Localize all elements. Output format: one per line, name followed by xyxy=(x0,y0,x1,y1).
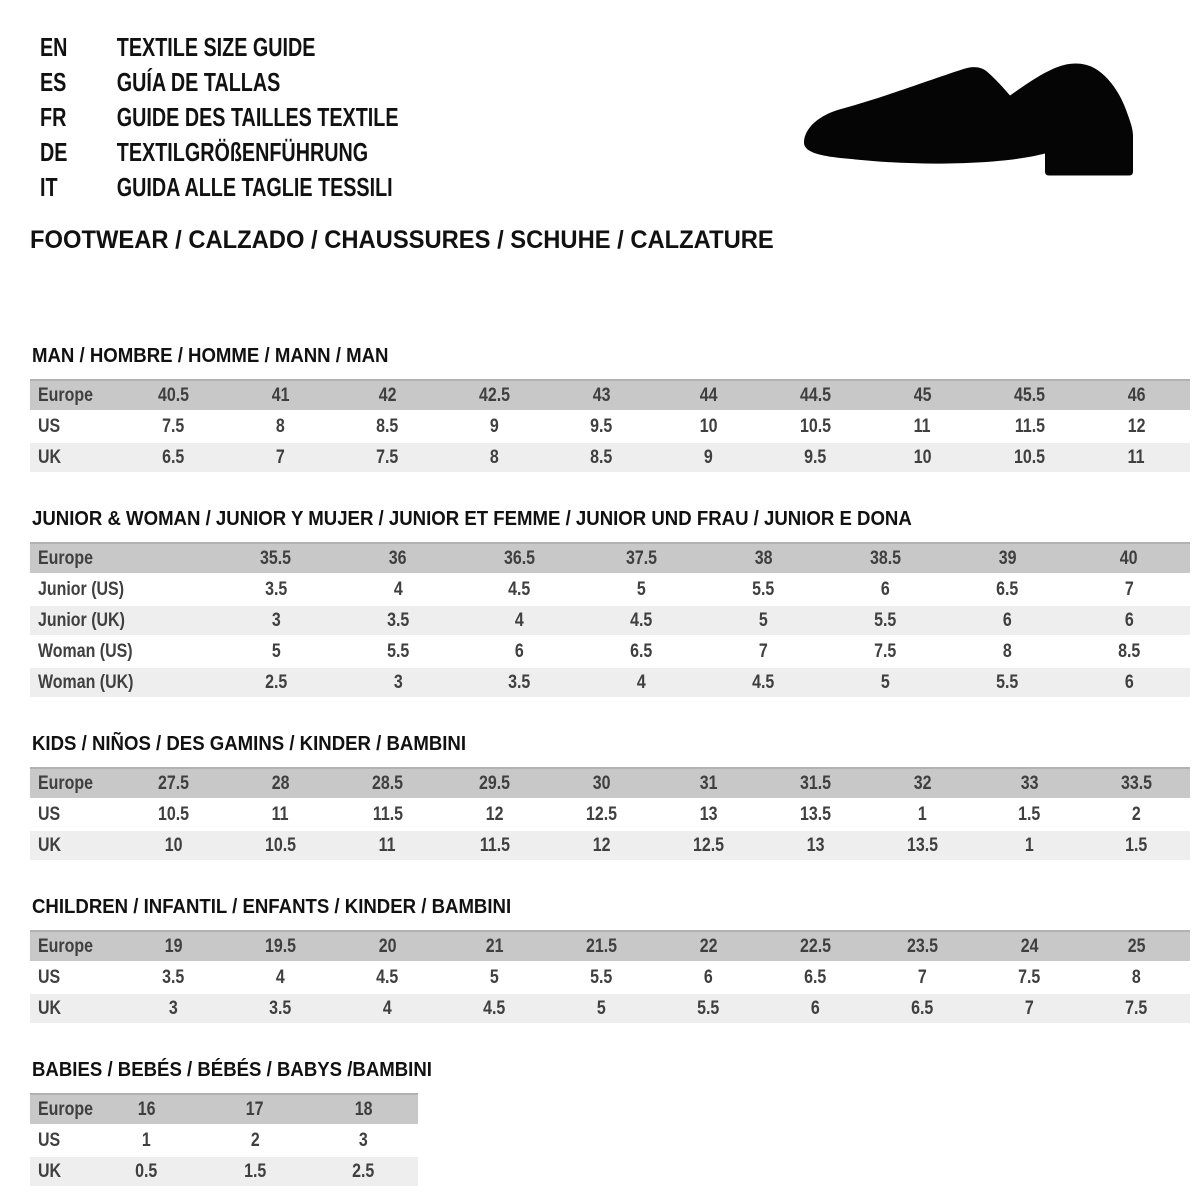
section-title: CHILDREN / INFANTIL / ENFANTS / KINDER / BAMBINI xyxy=(32,896,512,918)
guide-title-it: GUIDA ALLE TAGLIE TESSILI xyxy=(116,172,393,202)
table-row xyxy=(30,411,1190,442)
size-cell: 2 xyxy=(250,1129,260,1151)
table-row xyxy=(30,636,1190,667)
size-cell: 6 xyxy=(1124,609,1134,631)
size-cell: 12.5 xyxy=(692,834,725,856)
size-cell: 7 xyxy=(1124,578,1134,600)
size-cell: 7.5 xyxy=(874,640,897,662)
size-cell: 22 xyxy=(699,935,718,957)
language-title-block xyxy=(40,30,399,205)
table-row xyxy=(30,1125,418,1156)
size-cell: 10.5 xyxy=(157,803,190,825)
language-row xyxy=(40,30,399,65)
size-cell: 44.5 xyxy=(799,384,832,406)
size-cell: 4.5 xyxy=(630,609,653,631)
language-code: ES xyxy=(40,67,67,97)
size-cell: 40 xyxy=(1120,547,1138,569)
row-label: Europe xyxy=(38,1098,93,1120)
size-cell: 6.5 xyxy=(162,446,185,468)
size-cell: 6.5 xyxy=(630,640,653,662)
size-cell: 4.5 xyxy=(483,997,506,1019)
size-cell: 29.5 xyxy=(478,772,511,794)
size-cell: 6 xyxy=(1002,609,1012,631)
size-cell: 38.5 xyxy=(869,547,901,569)
row-label: Europe xyxy=(38,772,93,794)
size-section xyxy=(30,345,1190,474)
size-cell: 43 xyxy=(592,384,611,406)
size-cell: 8.5 xyxy=(590,446,613,468)
size-cell: 3.5 xyxy=(508,671,531,693)
language-row xyxy=(40,100,399,135)
size-cell: 19 xyxy=(164,935,183,957)
size-cell: 24 xyxy=(1020,935,1039,957)
section-title: KIDS / NIÑOS / DES GAMINS / KINDER / BAMBINI xyxy=(32,733,467,755)
size-cell: 4.5 xyxy=(752,671,775,693)
size-cell: 11 xyxy=(272,803,289,825)
size-cell: 41 xyxy=(271,384,290,406)
size-cell: 11.5 xyxy=(372,803,403,825)
size-cell: 6 xyxy=(1124,671,1134,693)
table-row xyxy=(30,993,1190,1024)
size-cell: 19.5 xyxy=(264,935,297,957)
section-title: JUNIOR & WOMAN / JUNIOR Y MUJER / JUNIOR ET FEMME / JUNIOR UND FRAU / JUNIOR E DONA xyxy=(32,508,912,530)
size-cell: 4 xyxy=(637,671,646,693)
size-cell: 37.5 xyxy=(626,547,658,569)
shoe-icon xyxy=(800,62,1140,180)
size-cell: 45 xyxy=(913,384,932,406)
size-cell: 12 xyxy=(592,834,611,856)
size-cell: 3 xyxy=(393,671,403,693)
table-row xyxy=(30,962,1190,993)
section-title: MAN / HOMBRE / HOMME / MANN / MAN xyxy=(32,345,389,367)
size-cell: 10 xyxy=(913,446,932,468)
size-cell: 1.5 xyxy=(1125,834,1148,856)
size-cell: 33.5 xyxy=(1120,772,1153,794)
size-cell: 6 xyxy=(704,966,713,988)
size-cell: 42.5 xyxy=(478,384,511,406)
table-row xyxy=(30,543,1190,574)
size-cell: 11 xyxy=(914,415,931,437)
row-label: UK xyxy=(38,1160,62,1182)
size-cell: 0.5 xyxy=(135,1160,158,1182)
size-cell: 1 xyxy=(918,803,927,825)
language-row xyxy=(40,65,399,100)
row-label: Junior (UK) xyxy=(38,609,125,631)
size-cell: 5 xyxy=(597,997,606,1019)
size-cell: 12.5 xyxy=(585,803,618,825)
language-code: FR xyxy=(40,102,67,132)
size-cell: 3.5 xyxy=(162,966,185,988)
size-cell: 31 xyxy=(699,772,718,794)
table-row xyxy=(30,830,1190,861)
size-cell: 9.5 xyxy=(804,446,827,468)
size-tables-container xyxy=(30,345,1190,1188)
language-code: DE xyxy=(40,137,68,167)
size-cell: 12 xyxy=(1127,415,1146,437)
size-cell: 6 xyxy=(811,997,820,1019)
size-cell: 39 xyxy=(998,547,1017,569)
row-label: Woman (UK) xyxy=(38,671,134,693)
size-cell: 11.5 xyxy=(479,834,510,856)
section-title: BABIES / BEBÉS / BÉBÉS / BABYS /BAMBINI xyxy=(32,1059,432,1081)
guide-title-es: GUÍA DE TALLAS xyxy=(116,67,281,97)
table-row xyxy=(30,667,1190,698)
size-cell: 9 xyxy=(490,415,499,437)
size-cell: 6.5 xyxy=(804,966,827,988)
guide-title-fr: GUIDE DES TAILLES TEXTILE xyxy=(116,102,399,132)
size-cell: 6 xyxy=(880,578,890,600)
size-cell: 3.5 xyxy=(386,609,409,631)
size-cell: 5 xyxy=(271,640,281,662)
size-cell: 7 xyxy=(1025,997,1034,1019)
size-cell: 30 xyxy=(592,772,611,794)
size-cell: 10 xyxy=(164,834,183,856)
size-cell: 5 xyxy=(490,966,499,988)
size-cell: 1 xyxy=(1025,834,1034,856)
language-code: EN xyxy=(40,32,68,62)
size-cell: 36.5 xyxy=(504,547,536,569)
language-row xyxy=(40,170,399,205)
size-cell: 4 xyxy=(276,966,285,988)
size-cell: 3 xyxy=(169,997,178,1019)
table-row xyxy=(30,380,1190,411)
size-cell: 17 xyxy=(246,1098,264,1120)
size-cell: 9.5 xyxy=(590,415,613,437)
size-cell: 3.5 xyxy=(269,997,292,1019)
row-label: UK xyxy=(38,834,62,856)
size-cell: 2.5 xyxy=(352,1160,375,1182)
size-cell: 8 xyxy=(490,446,499,468)
row-label: Europe xyxy=(38,547,93,569)
size-cell: 10.5 xyxy=(799,415,832,437)
size-cell: 11 xyxy=(1128,446,1145,468)
size-cell: 5.5 xyxy=(874,609,897,631)
table-row xyxy=(30,605,1190,636)
size-cell: 11 xyxy=(379,834,396,856)
size-cell: 7 xyxy=(918,966,927,988)
size-cell: 7.5 xyxy=(1018,966,1041,988)
size-cell: 4 xyxy=(515,609,525,631)
size-cell: 5.5 xyxy=(590,966,613,988)
size-cell: 35.5 xyxy=(260,547,292,569)
size-cell: 42 xyxy=(378,384,397,406)
size-cell: 22.5 xyxy=(799,935,832,957)
size-cell: 32 xyxy=(913,772,932,794)
size-cell: 7 xyxy=(276,446,285,468)
row-label: Junior (US) xyxy=(38,578,125,600)
size-cell: 8 xyxy=(1002,640,1012,662)
table-row xyxy=(30,1156,418,1187)
size-cell: 21 xyxy=(485,935,504,957)
size-section xyxy=(30,896,1190,1025)
table-row xyxy=(30,768,1190,799)
language-row xyxy=(40,135,399,170)
size-section xyxy=(30,508,1190,699)
size-section xyxy=(30,1059,1190,1188)
table-row xyxy=(30,931,1190,962)
size-cell: 3.5 xyxy=(264,578,288,600)
size-cell: 44 xyxy=(699,384,718,406)
category-title: FOOTWEAR / CALZADO / CHAUSSURES / SCHUHE / CALZATURE xyxy=(30,226,774,254)
size-cell: 3 xyxy=(271,609,281,631)
size-cell: 5 xyxy=(880,671,890,693)
size-cell: 8 xyxy=(1132,966,1141,988)
language-code: IT xyxy=(40,172,58,202)
size-cell: 6.5 xyxy=(911,997,934,1019)
size-cell: 13.5 xyxy=(906,834,939,856)
size-cell: 9 xyxy=(704,446,713,468)
guide-title-de: TEXTILGRÖßENFÜHRUNG xyxy=(116,137,369,167)
size-cell: 40.5 xyxy=(157,384,190,406)
size-cell: 7.5 xyxy=(376,446,399,468)
size-cell: 5.5 xyxy=(697,997,720,1019)
size-cell: 7 xyxy=(758,640,768,662)
size-cell: 38 xyxy=(754,547,773,569)
size-cell: 3 xyxy=(359,1129,369,1151)
row-label: UK xyxy=(38,997,62,1019)
size-cell: 18 xyxy=(354,1098,373,1120)
size-cell: 4.5 xyxy=(376,966,399,988)
size-cell: 1.5 xyxy=(243,1160,267,1182)
size-cell: 13 xyxy=(806,834,825,856)
size-cell: 8.5 xyxy=(376,415,399,437)
size-cell: 1 xyxy=(141,1129,151,1151)
size-table xyxy=(30,542,1190,699)
size-cell: 31.5 xyxy=(799,772,832,794)
size-cell: 12 xyxy=(485,803,504,825)
row-label: Europe xyxy=(38,935,93,957)
size-cell: 13 xyxy=(699,803,718,825)
size-table xyxy=(30,930,1190,1025)
size-cell: 2 xyxy=(1132,803,1141,825)
row-label: US xyxy=(38,966,61,988)
size-cell: 1.5 xyxy=(1018,803,1041,825)
size-cell: 28.5 xyxy=(371,772,404,794)
size-cell: 25 xyxy=(1127,935,1146,957)
size-cell: 23.5 xyxy=(906,935,939,957)
size-cell: 10 xyxy=(699,415,718,437)
row-label: US xyxy=(38,415,61,437)
table-row xyxy=(30,574,1190,605)
size-cell: 5 xyxy=(758,609,768,631)
size-cell: 6.5 xyxy=(996,578,1019,600)
size-cell: 4 xyxy=(383,997,392,1019)
size-cell: 20 xyxy=(378,935,397,957)
size-cell: 5 xyxy=(637,578,646,600)
size-cell: 27.5 xyxy=(157,772,190,794)
row-label: US xyxy=(38,1129,61,1151)
size-cell: 5.5 xyxy=(386,640,409,662)
row-label: Europe xyxy=(38,384,93,406)
size-cell: 7.5 xyxy=(1125,997,1148,1019)
size-cell: 2.5 xyxy=(264,671,288,693)
row-label: US xyxy=(38,803,61,825)
size-cell: 8.5 xyxy=(1117,640,1141,662)
size-cell: 5.5 xyxy=(752,578,775,600)
size-table xyxy=(30,379,1190,474)
size-cell: 46 xyxy=(1127,384,1146,406)
size-section xyxy=(30,733,1190,862)
size-cell: 5.5 xyxy=(996,671,1019,693)
row-label: Woman (US) xyxy=(38,640,133,662)
size-table xyxy=(30,1093,418,1188)
table-row xyxy=(30,799,1190,830)
size-cell: 36 xyxy=(388,547,407,569)
size-cell: 33 xyxy=(1020,772,1039,794)
size-cell: 4.5 xyxy=(508,578,531,600)
size-cell: 13.5 xyxy=(799,803,832,825)
row-label: UK xyxy=(38,446,62,468)
size-cell: 10.5 xyxy=(264,834,297,856)
size-cell: 8 xyxy=(276,415,285,437)
size-table xyxy=(30,767,1190,862)
size-cell: 4 xyxy=(393,578,403,600)
size-cell: 10.5 xyxy=(1013,446,1046,468)
guide-title-en: TEXTILE SIZE GUIDE xyxy=(116,32,316,62)
size-cell: 16 xyxy=(137,1098,156,1120)
table-row xyxy=(30,1094,418,1125)
size-cell: 21.5 xyxy=(585,935,618,957)
size-cell: 6 xyxy=(515,640,525,662)
table-row xyxy=(30,442,1190,473)
size-cell: 28 xyxy=(271,772,290,794)
size-cell: 11.5 xyxy=(1014,415,1045,437)
size-cell: 7.5 xyxy=(162,415,185,437)
size-cell: 45.5 xyxy=(1013,384,1046,406)
